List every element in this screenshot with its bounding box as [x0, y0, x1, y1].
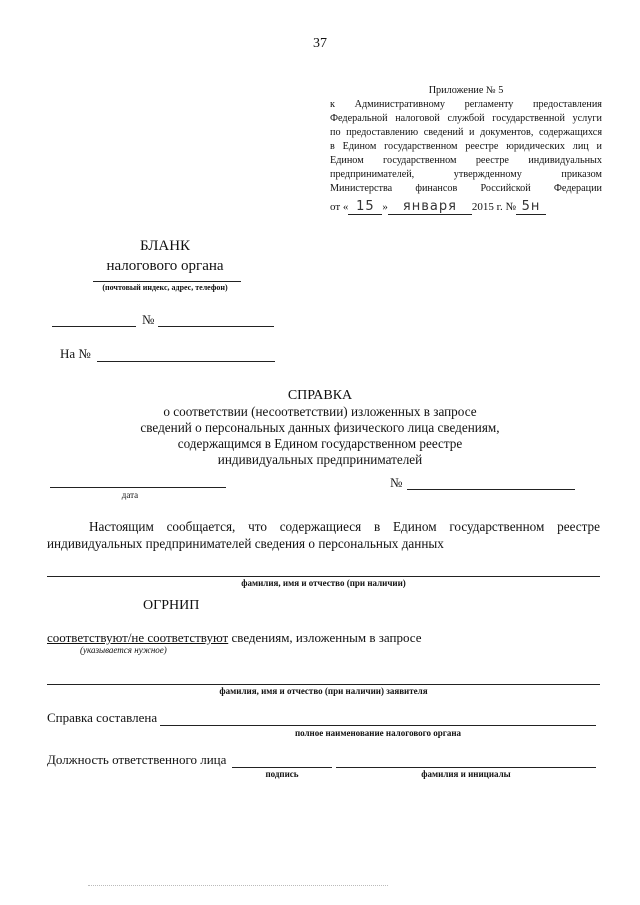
appendix-line: Едином государственном реестре индивидуальных: [330, 155, 602, 166]
fio-caption: фамилия, имя и отчество (при наличии): [241, 578, 406, 588]
corresponds-line: [47, 630, 421, 646]
bottom-divider: [88, 885, 388, 886]
outgoing-date-field[interactable]: [52, 326, 136, 327]
corresponds-tail: сведениям, изложенным в запросе: [231, 630, 422, 645]
corresponds-choice[interactable]: соответствуют/не соответствуют: [47, 630, 229, 645]
order-date-line: [330, 199, 546, 215]
spravka-line: о соответствии (несоответствии) изложенных в запросе: [163, 404, 477, 419]
order-year: 2015 г. №: [471, 201, 516, 213]
blank-address-caption: (почтовый индекс, адрес, телефон): [102, 283, 228, 292]
order-day: 15: [348, 199, 382, 215]
spravka-heading: [0, 388, 640, 468]
body-paragraph: [47, 518, 600, 552]
signature-caption: подпись: [265, 769, 299, 779]
date-field[interactable]: [50, 487, 226, 488]
appendix-title: Приложение № 5: [428, 85, 504, 96]
tax-org-caption: полное наименование налогового органа: [294, 728, 462, 738]
spravka-line: содержащимся в Едином государственном реестре: [177, 436, 463, 451]
order-month: января: [388, 199, 472, 215]
date-caption: дата: [121, 490, 139, 500]
blank-title: БЛАНК: [139, 238, 191, 254]
order-number: 5н: [516, 199, 546, 215]
blank-address-line: [93, 281, 241, 282]
applicant-caption: фамилия, имя и отчество (при наличии) заявителя: [219, 686, 428, 696]
appendix-block: [330, 84, 602, 196]
appendix-line: к Административному регламенту предоставления: [330, 99, 602, 110]
appendix-line: по предоставлению сведений и документов, содержащихся: [330, 127, 602, 138]
appendix-line: предпринимателей, утвержденному приказом: [330, 169, 602, 180]
body-line-1: Настоящим сообщается, что содержащиеся в Едином государственном реестре: [89, 519, 600, 534]
blank-subtitle: налогового органа: [106, 258, 224, 274]
ogrnip-label: ОГРНИП: [143, 598, 200, 613]
applicant-fio-field[interactable]: [47, 684, 600, 685]
choice-hint: (указывается нужное): [80, 645, 167, 655]
initials-caption: фамилия и инициалы: [421, 769, 511, 779]
signature-field[interactable]: [232, 767, 332, 768]
page-number: 37: [313, 36, 327, 51]
na-number-label: На №: [60, 346, 91, 361]
tax-org-field[interactable]: [160, 725, 596, 726]
body-line-2: индивидуальных предпринимателей сведения о персональных данных: [47, 536, 444, 551]
na-number-field[interactable]: [97, 361, 275, 362]
person-fio-field[interactable]: [47, 576, 600, 577]
official-label: Должность ответственного лица: [47, 752, 227, 767]
appendix-line: в Едином государственном реестре юридических лиц и: [330, 141, 602, 152]
spravka-line: индивидуальных предпринимателей: [217, 452, 423, 467]
initials-field[interactable]: [336, 767, 596, 768]
number-sign: №: [390, 475, 403, 490]
spravka-title: СПРАВКА: [287, 388, 353, 403]
appendix-line: Министерства финансов Российской Федерации: [330, 183, 602, 194]
order-mid: »: [382, 201, 388, 213]
compiled-label: Справка составлена: [47, 710, 158, 725]
appendix-line: Федеральной налоговой службой государственной услуги: [330, 113, 602, 124]
number-sign: №: [142, 312, 155, 327]
blank-header: [80, 236, 250, 276]
outgoing-number-field[interactable]: [158, 326, 274, 327]
spravka-line: сведений о персональных данных физического лица сведениям,: [140, 420, 500, 435]
certificate-number-field[interactable]: [407, 489, 575, 490]
order-prefix: от «: [330, 201, 349, 213]
